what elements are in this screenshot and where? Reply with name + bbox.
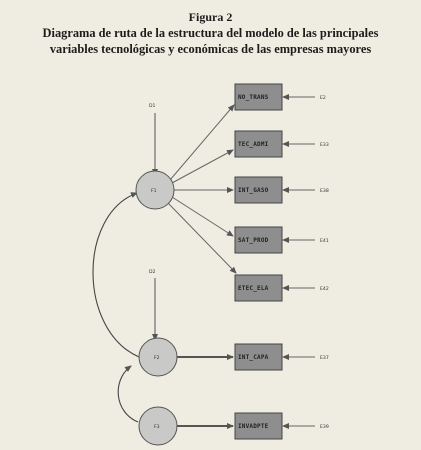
curve-f2-f1 [93,193,139,357]
error-e38-label: E38 [320,189,329,194]
figure-label: Figura 2 [188,10,233,24]
observed-int-capa-label: INT_CAPA [238,354,269,361]
latent-f2-label: F2 [154,356,160,361]
error-e37-label: E37 [320,356,329,361]
disturbance-d1-label: D1 [149,104,156,109]
observed-etec-ela-label: ETEC_ELA [238,285,269,292]
disturbance-d2-label: D2 [149,270,156,275]
error-e33-label: E33 [320,143,329,148]
observed-invadpte-label: INVADPTE [238,423,269,430]
figure-title-line-1: Diagrama de ruta de la estructura del modelo de las principales [42,26,379,40]
observed-int-gasto-label: INT_GASO [238,187,269,194]
error-e2-label: E2 [320,96,326,101]
error-e39-label: E39 [320,425,329,430]
observed-tec-adm-label: TEC_ADMI [238,141,269,148]
latent-f1-label: F1 [151,189,157,194]
latent-f3-label: F3 [154,425,160,430]
arrow-f1-no-trans [170,105,234,180]
figure-title-line-2: variables tecnológicas y económicas de las empresas mayores [49,42,372,56]
curve-f3-f2 [118,366,138,422]
arrow-f1-etec-ela [168,203,236,273]
error-e41-label: E41 [320,239,329,244]
observed-no-trans-label: NO_TRANS [238,94,269,101]
error-e42-label: E42 [320,287,329,292]
observed-sat-prod-label: SAT_PROD [238,237,269,244]
